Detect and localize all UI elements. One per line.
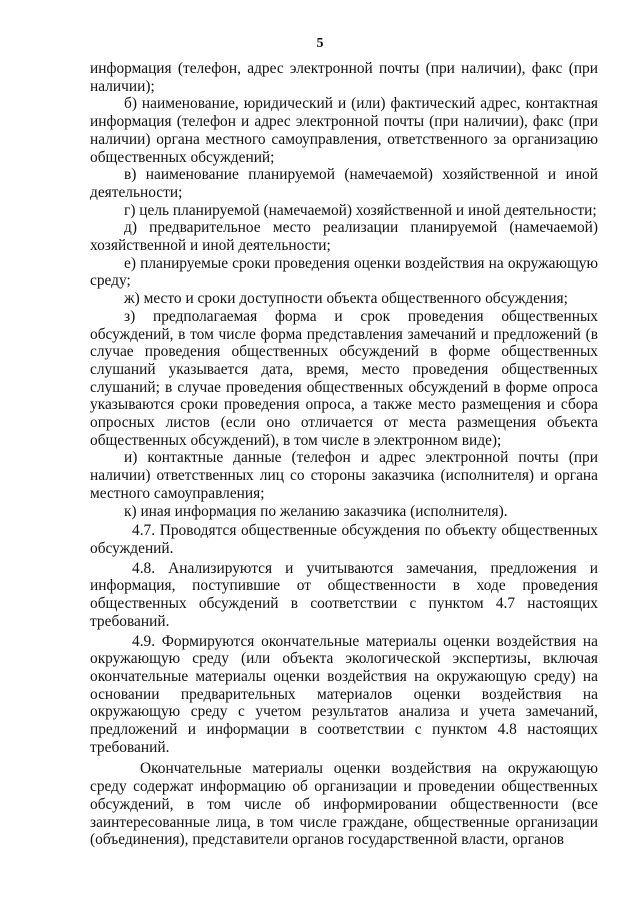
paragraph-item-g: г) цель планируемой (намечаемой) хозяйственной и иной деятельности; xyxy=(124,201,597,219)
paragraph-continuation: информация (телефон, адрес электронной почты (при наличии), факс (при наличии); xyxy=(90,60,598,95)
page-number: 5 xyxy=(316,36,324,51)
paragraph-section-4-8: 4.8. Анализируются и учитываются замечания, предложения и информация, поступившие от общественности в ходе проведения общественных обсуждений в соответствии с пунктом 4.7 настоящих требований. xyxy=(90,559,598,630)
paragraph-item-i: и) контактные данные (телефон и адрес электронной почты (при наличии) ответственных лиц со стороны заказчика (исполнителя) и органа местного самоуправления; xyxy=(90,449,598,502)
paragraph-item-k: к) иная информация по желанию заказчика (исполнителя). xyxy=(124,502,508,520)
paragraph-item-d: д) предварительное место реализации планируемой (намечаемой) хозяйственной и иной деятельности; xyxy=(90,219,598,255)
document-body xyxy=(90,60,598,849)
paragraph-section-4-7: 4.7. Проводятся общественные обсуждения по объекту общественных обсуждений. xyxy=(90,522,598,557)
paragraph-item-v: в) наименование планируемой (намечаемой) хозяйственной и иной деятельности; xyxy=(90,166,598,201)
paragraph-final-materials: Окончательные материалы оценки воздействия на окружающую среду содержат информацию об организации и проведении общественных обсуждений, в том числе об информировании общественности (все заинтересованные лица, в том числе граждане, общественные организации (объединения), представители органов государственной власти, органов xyxy=(90,760,598,849)
paragraph-section-4-9: 4.9. Формируются окончательные материалы оценки воздействия на окружающую среду (или объекта экологической экспертизы, включая окончательные материалы оценки воздействия на окружающую среду) на основании предварительных материалов оценки воздействия на окружающую среду с учетом результатов анализа и учета замечаний, предложений и информации в соответствии с пунктом 4.8 настоящих требований. xyxy=(90,632,598,756)
paragraph-item-zh: ж) место и сроки доступности объекта общественного обсуждения; xyxy=(124,290,568,308)
paragraph-item-z: з) предполагаемая форма и срок проведения общественных обсуждений, в том числе форма представления замечаний и предложений (в случае проведения общественных обсуждений в форме общественных слушаний указывается дата, время, место проведения общественных слушаний; в случае проведения общественных обсуждений в форме опроса указываются сроки проведения опроса, а также место размещения и сбора опросных листов (если оно отличается от места размещения объекта общественных обсуждений), в том числе в электронном виде); xyxy=(90,307,598,449)
paragraph-item-b: б) наименование, юридический и (или) фактический адрес, контактная информация (телефон и адрес электронной почты (при наличии), факс (при наличии) органа местного самоуправления, ответственного за организацию общественных обсуждений; xyxy=(90,95,598,166)
paragraph-item-e: е) планируемые сроки проведения оценки воздействия на окружающую среду; xyxy=(90,254,598,290)
